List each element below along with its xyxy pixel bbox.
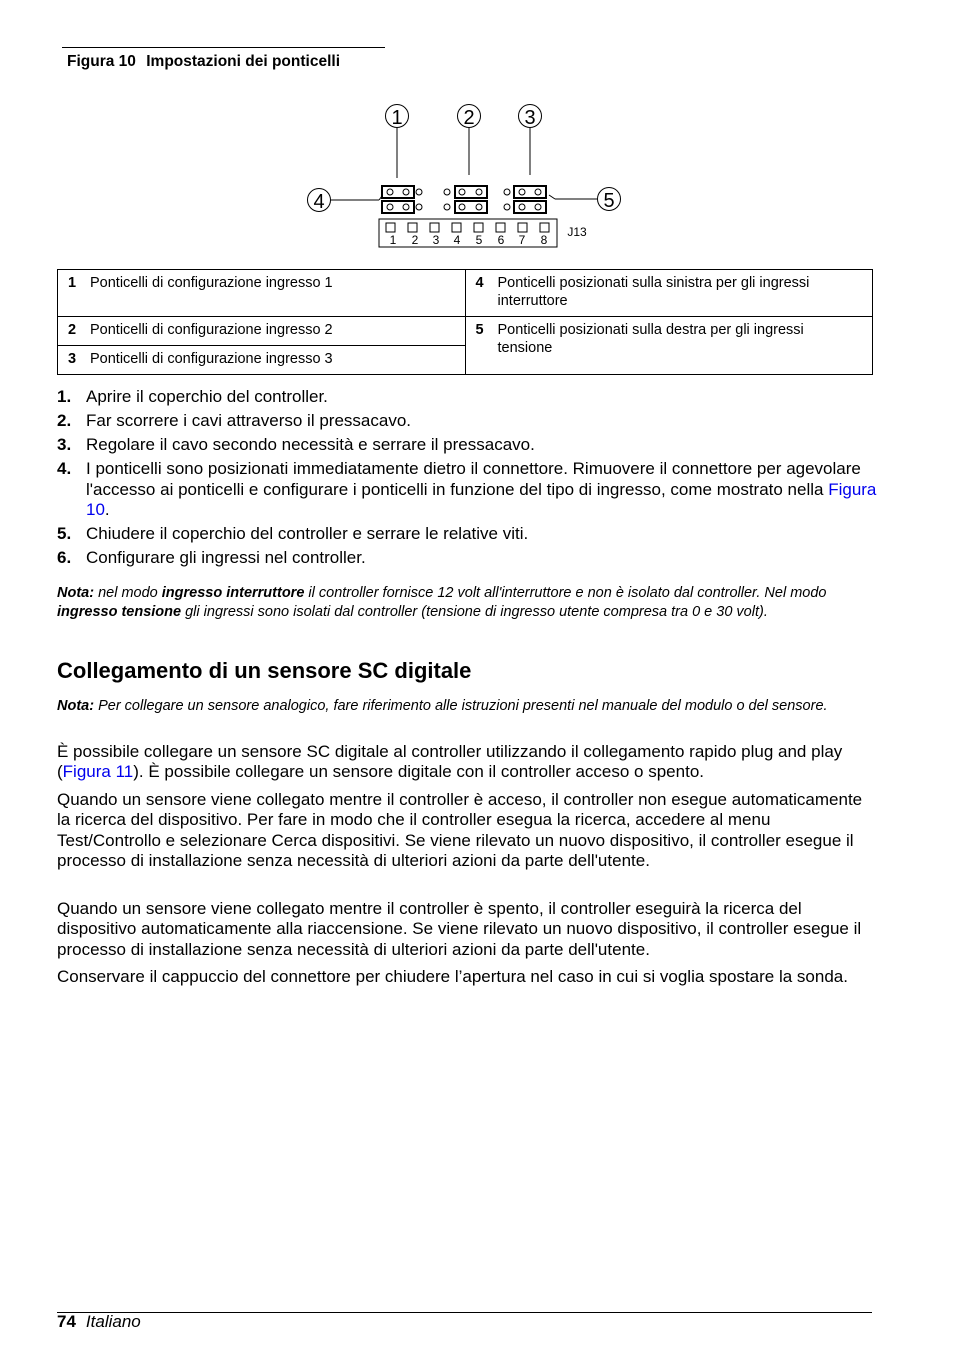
pin-4-label: 4 [453, 233, 461, 247]
note-text: il controller fornisce 12 volt all'interruttore e non è isolato dal controller. Nel modo [304, 585, 827, 601]
pin-3-label: 3 [432, 233, 440, 247]
callout-3-label: 3 [524, 107, 536, 129]
paragraph-text: È possibile collegare un sensore SC digitale al controller utilizzando il collegamento rapido plug and play ( [57, 742, 843, 782]
callout-1-label: 1 [391, 107, 403, 129]
list-item [57, 411, 877, 432]
legend-cell [465, 270, 873, 317]
legend-cell [465, 317, 873, 375]
legend-text: Ponticelli di configurazione ingresso 2 [90, 322, 333, 338]
step-text-end: . [104, 500, 110, 519]
figure-label: Figura 10 [67, 53, 136, 70]
pin-2-label: 2 [411, 233, 419, 247]
list-item [57, 387, 877, 408]
note-term-voltage: ingresso tensione [57, 603, 182, 620]
jumper-settings-diagram [300, 96, 630, 256]
step-text: Chiudere il coperchio del controller e serrare le relative viti. [86, 524, 529, 543]
step-number: 5. [57, 524, 72, 543]
step-text: Configurare gli ingressi nel controller. [86, 548, 366, 567]
pin-8-label: 8 [540, 233, 548, 247]
section-title: Collegamento di un sensore SC digitale [57, 658, 472, 683]
step-number: 1. [57, 387, 72, 406]
callout-2-label: 2 [463, 107, 475, 129]
pin-5-label: 5 [475, 233, 483, 247]
pin-7-label: 7 [518, 233, 526, 247]
step-number: 4. [57, 459, 72, 478]
step-text: Aprire il coperchio del controller. [86, 387, 328, 406]
figure-10-link[interactable]: Figura 10 [86, 479, 877, 519]
legend-number: 1 [68, 275, 77, 291]
legend-row [58, 270, 873, 317]
figure-11-link[interactable]: Figura 11 [62, 762, 134, 782]
paragraph: Quando un sensore viene collegato mentre il controller è spento, il controller eseguirà la ricerca del dispositivo automaticamente alla riaccensione. Se viene rilevato un nuovo dispositivo, il controller esegue il processo di installazione senza necessità di ulteriori azioni da parte dell'utente. [57, 899, 862, 959]
step-text: Regolare il cavo secondo necessità e serrare il pressacavo. [86, 435, 535, 454]
legend-row [58, 317, 873, 346]
page-footer [57, 1312, 141, 1332]
legend-text: Ponticelli posizionati sulla sinistra per gli ingressi interruttore [497, 275, 810, 309]
note-label: Nota: [57, 698, 95, 714]
note-analog-sensor [57, 697, 872, 716]
paragraph-text: ). È possibile collegare un sensore digitale con il controller acceso o spento. [133, 762, 704, 782]
page-number: 74 [57, 1312, 76, 1331]
legend-cell [58, 317, 466, 346]
callout-5-label: 5 [603, 190, 615, 212]
connector-label: J13 [567, 225, 587, 239]
figure-title: Impostazioni dei ponticelli [146, 53, 340, 70]
legend-cell [58, 346, 466, 375]
legend-cell [58, 270, 466, 317]
figure-caption [67, 53, 340, 71]
figure-legend-table [57, 269, 873, 375]
note-term-switch: ingresso interruttore [161, 585, 305, 601]
connector-j13 [379, 219, 557, 247]
list-item [57, 524, 877, 545]
note-text: Per collegare un sensore analogico, fare riferimento alle istruzioni presenti nel manuale del modulo o del sensore. [94, 698, 828, 714]
note-text: gli ingressi sono isolati dal controller (tensione di ingresso utente compresa tra 0 e 30 volt). [181, 603, 768, 620]
pin-6-label: 6 [497, 233, 505, 247]
note-text: nel modo [94, 585, 162, 601]
note-label: Nota: [57, 585, 95, 601]
list-item [57, 459, 877, 521]
callout-4-label: 4 [313, 191, 325, 213]
legend-text: Ponticelli posizionati sulla destra per gli ingressi tensione [497, 322, 804, 356]
step-text: I ponticelli sono posizionati immediatamente dietro il connettore. Rimuovere il connettore per agevolare l'accesso ai ponticelli e configurare i ponticelli in funzione del tipo di ingresso, come mostrato nella [86, 459, 861, 499]
legend-number: 2 [68, 322, 77, 338]
legend-number: 5 [475, 322, 484, 338]
procedure-steps [57, 387, 877, 572]
paragraph: Quando un sensore viene collegato mentre il controller è acceso, il controller non esegue automaticamente la ricerca del dispositivo. Per fare in modo che il controller esegua la ricerca, accedere al menu Test/Controllo e selezionare Cerca dispositivi. Se viene rilevato un nuovo dispositivo, il controller esegue il processo di installazione senza necessità di ulteriori azioni da parte dell'utente. [57, 790, 863, 870]
note-input-modes [57, 584, 872, 621]
legend-text: Ponticelli di configurazione ingresso 1 [90, 275, 333, 291]
paragraph [57, 742, 875, 783]
list-item [57, 435, 877, 456]
footer-language: Italiano [85, 1312, 141, 1331]
paragraph: Conservare il cappuccio del connettore per chiudere l’apertura nel caso in cui si voglia spostare la sonda. [57, 967, 848, 986]
legend-number: 4 [475, 275, 484, 291]
legend-text: Ponticelli di configurazione ingresso 3 [90, 351, 333, 367]
step-number: 3. [57, 435, 72, 454]
legend-number: 3 [68, 351, 77, 367]
step-number: 6. [57, 548, 72, 567]
list-item [57, 548, 877, 569]
pin-1-label: 1 [389, 233, 397, 247]
step-text: Far scorrere i cavi attraverso il pressacavo. [86, 411, 411, 430]
footer-rule [57, 1312, 872, 1313]
figure-caption-rule [62, 47, 385, 48]
step-number: 2. [57, 411, 72, 430]
